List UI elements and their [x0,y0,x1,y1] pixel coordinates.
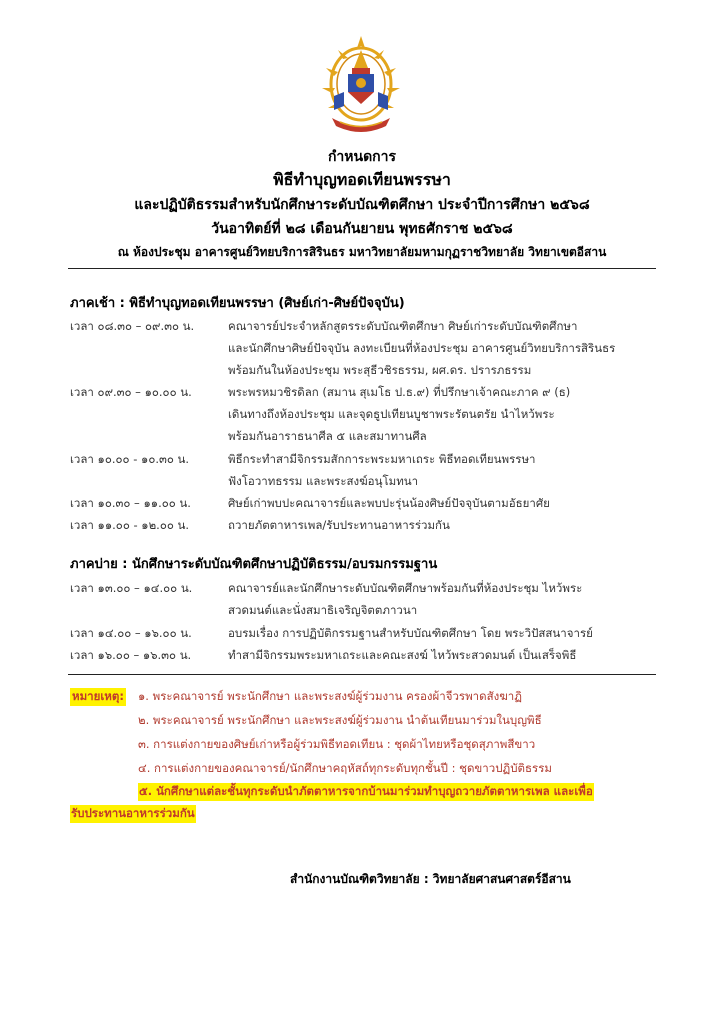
schedule-time: เวลา ๑๖.๐๐ – ๑๖.๓๐ น. [70,648,192,662]
divider-notes [68,674,656,675]
schedule-detail: พระพรหมวชิรดิลก (สมาน สุเมโธ ป.ธ.๙) ที่ปรึกษาเจ้าคณะภาค ๙ (ธ) [228,385,571,399]
morning-section-title: ภาคเช้า : พิธีทำบุญทอดเทียนพรรษา (ศิษย์เก่า-ศิษย์ปัจจุบัน) [70,296,405,311]
doc-heading: กำหนดการ [327,149,397,165]
schedule-time: เวลา ๐๙.๓๐ – ๑๐.๐๐ น. [70,385,192,399]
doc-date: วันอาทิตย์ที่ ๒๘ เดือนกันยายน พุทธศักราช ๒๕๖๘ [211,221,513,237]
doc-title: พิธีทำบุญทอดเทียนพรรษา [273,170,451,189]
notes-label: หมายเหตุ: [70,688,126,706]
note-highlight-continued: รับประทานอาหารร่วมกัน [70,805,196,823]
schedule-detail: ฟังโอวาทธรรม และพระสงฆ์อนุโมทนา [228,474,419,488]
schedule-detail: คณาจารย์และนักศึกษาระดับบัณฑิตศึกษาพร้อมกันที่ห้องประชุม ไหว้พระ [228,581,583,595]
schedule-time: เวลา ๑๐.๓๐ – ๑๑.๐๐ น. [70,496,191,510]
schedule-detail: พิธีกระทำสามีจิกรรมสักการะพระมหาเถระ พิธีทอดเทียนพรรษา [228,452,536,466]
schedule-time: เวลา ๐๘.๓๐ – ๐๙.๓๐ น. [70,319,195,333]
schedule-detail: ถวายภัตตาหารเพล/รับประทานอาหารร่วมกัน [228,518,450,532]
schedule-detail: เดินทางถึงห้องประชุม และจุดธูปเทียนบูชาพระรัตนตรัย นำไหว้พระ [228,407,555,421]
divider-top [68,268,656,269]
schedule-time: เวลา ๑๔.๐๐ – ๑๖.๐๐ น. [70,626,192,640]
schedule-detail: และนักศึกษาศิษย์ปัจจุบัน ลงทะเบียนที่ห้องประชุม อาคารศูนย์วิทยบริการสิรินธร [228,341,616,355]
note-item: ๔. การแต่งกายของคณาจารย์/นักศึกษาคฤหัสถ์ทุกระดับทุกชั้นปี : ชุดขาวปฏิบัติธรรม [138,761,552,775]
schedule-detail: พร้อมกันในห้องประชุม พระสุธีวชิรธรรม, ผศ.ดร. ปรารภธรรม [228,363,532,377]
schedule-detail: ศิษย์เก่าพบปะคณาจารย์และพบปะรุ่นน้องศิษย์ปัจจุบันตามอัธยาศัย [228,496,550,510]
schedule-detail: อบรมเรื่อง การปฏิบัติกรรมฐานสำหรับบัณฑิตศึกษา โดย พระวิปัสสนาจารย์ [228,626,593,640]
schedule-time: เวลา ๑๑.๐๐ - ๑๒.๐๐ น. [70,518,190,532]
schedule-time: เวลา ๑๐.๐๐ - ๑๐.๓๐ น. [70,452,190,466]
schedule-detail: พร้อมกันอาราธนาศีล ๕ และสมาทานศีล [228,429,427,443]
schedule-detail: คณาจารย์ประจำหลักสูตรระดับบัณฑิตศึกษา ศิษย์เก่าระดับบัณฑิตศึกษา [228,319,578,333]
university-emblem-icon [318,34,404,138]
note-item: ๓. การแต่งกายของศิษย์เก่าหรือผู้ร่วมพิธีทอดเทียน : ชุดผ้าไทยหรือชุดสุภาพสีขาว [138,737,536,751]
note-item: ๑. พระคณาจารย์ พระนักศึกษา และพระสงฆ์ผู้ร่วมงาน ครองผ้าจีวรพาดสังฆาฏิ [138,689,522,703]
schedule-detail: สวดมนต์และนั่งสมาธิเจริญจิตตภาวนา [228,603,418,617]
schedule-detail: ทำสามีจิกรรมพระมหาเถระและคณะสงฆ์ ไหว้พระสวดมนต์ เป็นเสร็จพิธี [228,648,577,662]
note-highlight: ๕. นักศึกษาแต่ละชั้นทุกระดับนำภัตตาหารจากบ้านมาร่วมทำบุญถวายภัตตาหารเพล และเพื่อ [138,783,594,801]
doc-venue: ณ ห้องประชุม อาคารศูนย์วิทยบริการสิรินธร มหาวิทยาลัยมหามกุฏราชวิทยาลัย วิทยาเขตอีสาน [117,245,607,259]
doc-subtitle: และปฏิบัติธรรมสำหรับนักศึกษาระดับบัณฑิตศึกษา ประจำปีการศึกษา ๒๕๖๘ [134,197,590,213]
schedule-time: เวลา ๑๓.๐๐ – ๑๔.๐๐ น. [70,581,193,595]
afternoon-section-title: ภาคบ่าย : นักศึกษาระดับบัณฑิตศึกษาปฏิบัติธรรม/อบรมกรรมฐาน [70,557,438,572]
note-item: ๒. พระคณาจารย์ พระนักศึกษา และพระสงฆ์ผู้ร่วมงาน นำต้นเทียนมาร่วมในบุญพิธี [138,713,542,727]
issuing-office: สำนักงานบัณฑิตวิทยาลัย : วิทยาลัยศาสนศาสตร์อีสาน [290,872,571,886]
